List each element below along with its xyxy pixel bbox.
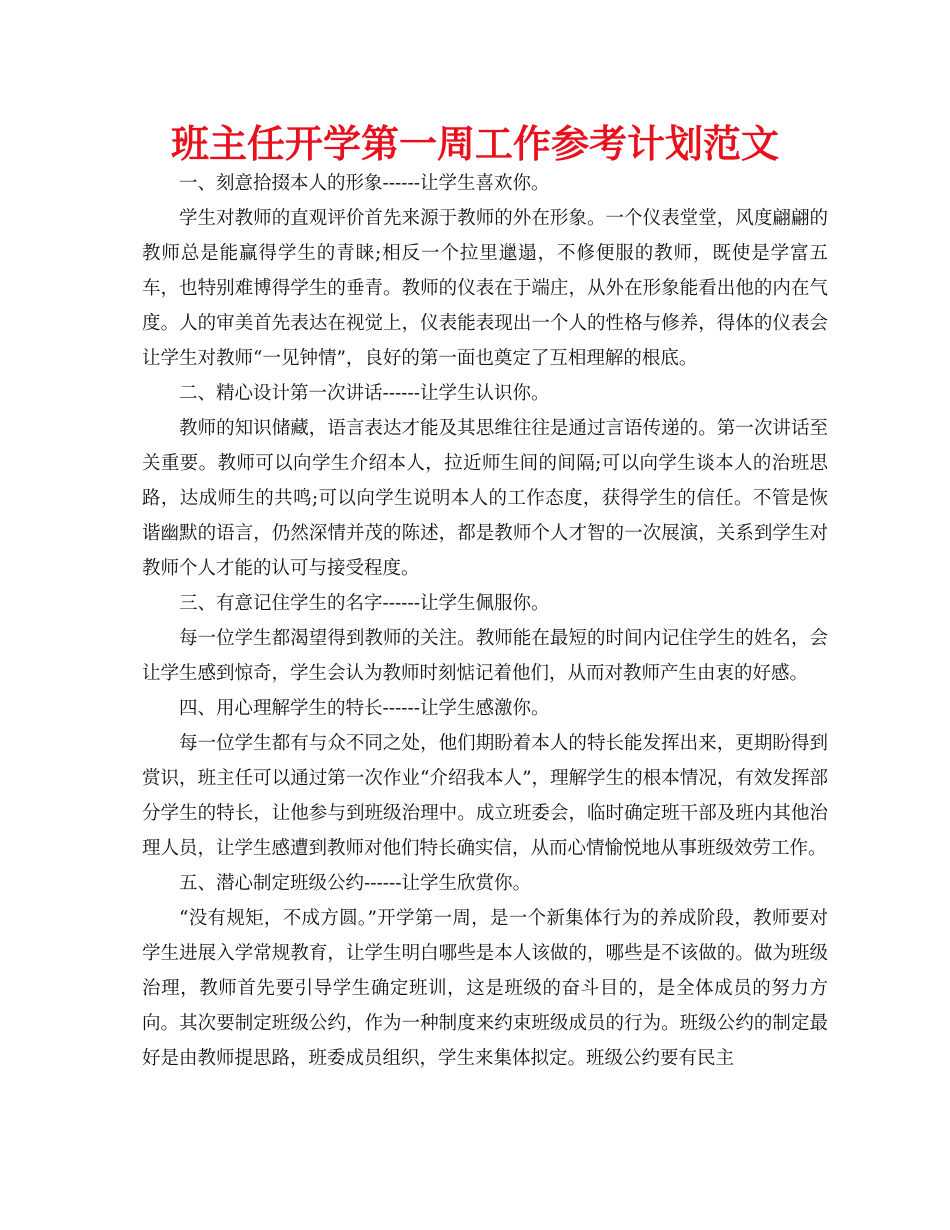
section-heading-2: 二、精心设计第一次讲话------让学生认识你。 [179, 383, 550, 404]
paragraph-4: 每一位学生都有与众不同之处，他们期盼着本人的特长能发挥出来，更期盼得到赏识，班主任可以通过第一次作业“介绍我本人”，理解学生的根本情况，有效发挥部分学生的特长，让他参与到班级治理中。成立班委会，临时确定班干部及班内其他治理人员，让学生感遭到教师对他们特长确实信，从而心情愉悦地从事班级效劳工作。 [142, 733, 828, 859]
section-heading-1: 一、刻意拾掇本人的形象------让学生喜欢你。 [179, 173, 550, 194]
document-title: 班主任开学第一周工作参考计划范文 [170, 122, 779, 166]
paragraph-1: 学生对教师的直观评价首先来源于教师的外在形象。一个仪表堂堂，风度翩翩的教师总是能赢得学生的青睐;相反一个拉里邋遢，不修便服的教师，既使是学富五车，也特别难博得学生的垂青。教师的仪表在于端庄，从外在形象能看出他的内在气度。人的审美首先表达在视觉上，仪表能表现出一个人的性格与修养，得体的仪表会让学生对教师“一见钟情”，良好的第一面也奠定了互相理解的根底。 [142, 208, 828, 369]
paragraph-3: 每一位学生都渴望得到教师的关注。教师能在最短的时间内记住学生的姓名，会让学生感到惊奇，学生会认为教师时刻惦记着他们，从而对教师产生由衷的好感。 [142, 628, 828, 684]
section-heading-4: 四、用心理解学生的特长------让学生感激你。 [179, 698, 550, 719]
document-body [142, 166, 828, 1076]
section-heading-3: 三、有意记住学生的名字------让学生佩服你。 [179, 593, 550, 614]
paragraph-2: 教师的知识储藏，语言表达才能及其思维往往是通过言语传递的。第一次讲话至关重要。教师可以向学生介绍本人，拉近师生间的间隔;可以向学生谈本人的治班思路，达成师生的共鸣;可以向学生说明本人的工作态度，获得学生的信任。不管是恢谐幽默的语言，仍然深情并茂的陈述，都是教师个人才智的一次展演，关系到学生对教师个人才能的认可与接受程度。 [142, 418, 828, 579]
paragraph-5: “没有规矩，不成方圆。”开学第一周，是一个新集体行为的养成阶段，教师要对学生进展入学常规教育，让学生明白哪些是本人该做的，哪些是不该做的。做为班级治理，教师首先要引导学生确定班训，这是班级的奋斗目的，是全体成员的努力方向。其次要制定班级公约，作为一种制度来约束班级成员的行为。班级公约的制定最好是由教师提思路，班委成员组织，学生来集体拟定。班级公约要有民主 [142, 908, 828, 1069]
section-heading-5: 五、潜心制定班级公约------让学生欣赏你。 [179, 873, 532, 894]
